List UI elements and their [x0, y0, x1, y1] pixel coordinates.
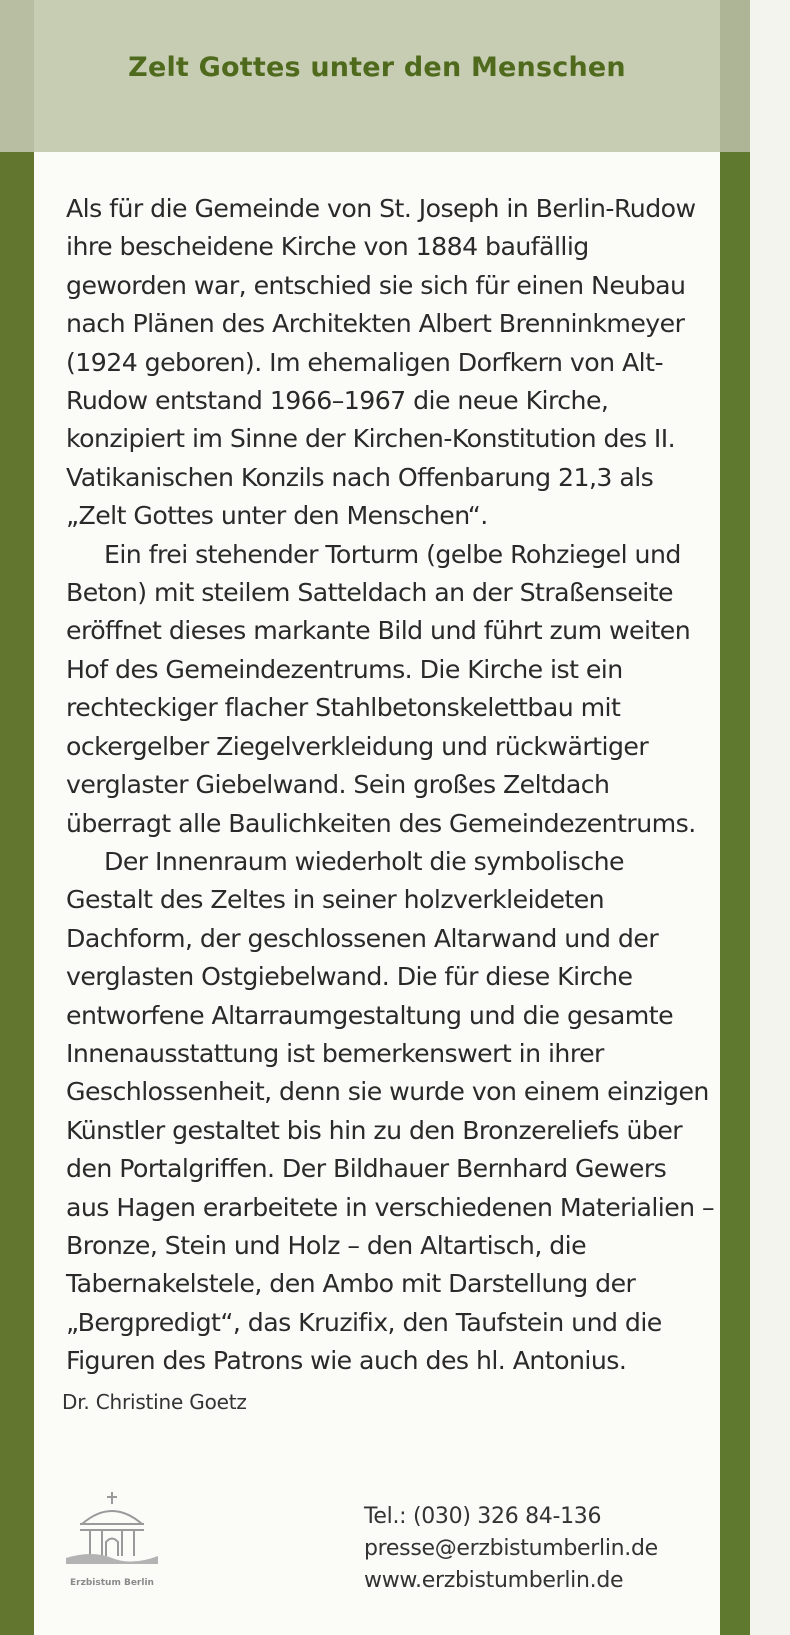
- right-page-edge: [750, 0, 790, 1635]
- paragraph-1: Als für die Gemeinde von St. Joseph in Berlin-Rudow ihre bescheidene Kirche von 1884 baufällig geworden war, entschied sie sich für einen Neubau nach Plänen des Architekten Albert Brenninkmeyer (1924 geboren). Im ehemaligen Dorfkern von Alt-Rudow entstand 1966–1967 die neue Kirche, konzipiert im Sinne der Kirchen-Konstitution des II. Vatikanischen Konzils nach Offenbarung 21,3 als „Zelt Gottes unter den Menschen“.: [66, 194, 696, 531]
- author-name: Dr. Christine Goetz: [62, 1390, 247, 1414]
- website-link[interactable]: www.erzbistumberlin.de: [364, 1568, 624, 1593]
- left-border-stripe: [0, 0, 34, 1635]
- church-icon: [62, 1490, 162, 1570]
- article-body: [66, 190, 716, 1381]
- header-band: [34, 0, 720, 152]
- paragraph-2: Ein frei stehender Torturm (gelbe Rohziegel und Beton) mit steilem Satteldach an der Straßenseite eröffnet dieses markante Bild und führt zum weiten Hof des Gemeindezentrums. Die Kirche ist ein rechteckiger flacher Stahlbetonskelettbau mit ockergelber Ziegelverkleidung und rückwärtiger verglaster Giebelwand. Sein großes Zeltdach überragt alle Baulichkeiten des Gemeindezentrums.: [66, 539, 696, 838]
- paragraph-3: Der Innenraum wiederholt die symbolische Gestalt des Zeltes in seiner holzverkleideten Dachform, der geschlossenen Altarwand und der verglasten Ostgiebelwand. Die für diese Kirche entworfene Altarraumgestaltung und die gesamte Innenausstattung ist bemerkenswert in ihrer Geschlossenheit, denn sie wurde von einem einzigen Künstler gestaltet bis hin zu den Bronzereliefs über den Portalgriffen. Der Bildhauer Bernhard Gewers aus Hagen erarbeitete in verschiedenen Materialien – Bronze, Stein und Holz – den Altartisch, die Tabernakelstele, den Ambo mit Darstellung der „Bergpredigt“, das Kruzifix, den Taufstein und die Figuren des Patrons wie auch des hl. Antonius.: [66, 846, 715, 1376]
- right-border-stripe: [720, 152, 750, 1635]
- left-border-top: [0, 0, 34, 152]
- email-link[interactable]: presse@erzbistumberlin.de: [364, 1536, 658, 1561]
- contact-block: [364, 1501, 658, 1597]
- logo-caption: Erzbistum Berlin: [70, 1578, 154, 1588]
- right-border-top: [720, 0, 750, 152]
- phone-number: Tel.: (030) 326 84-136: [364, 1504, 602, 1529]
- page-title: Zelt Gottes unter den Menschen: [128, 52, 626, 83]
